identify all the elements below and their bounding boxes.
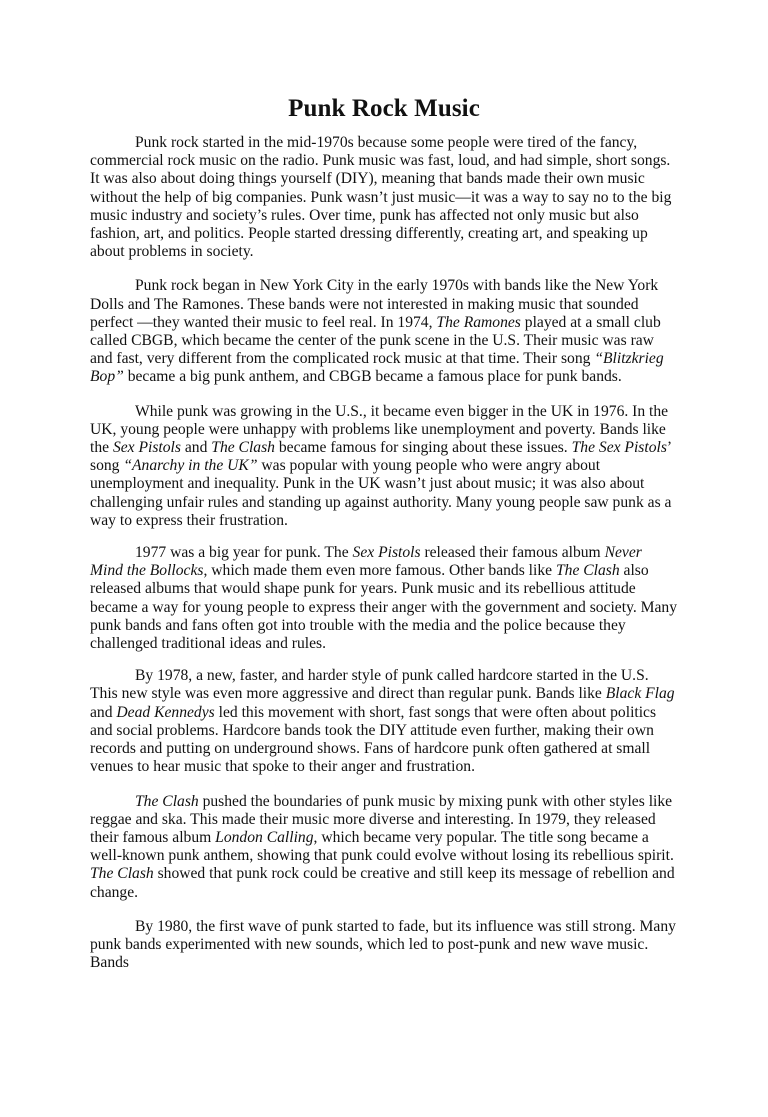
italic-text: The Clash bbox=[211, 439, 275, 457]
paragraph-text: and bbox=[90, 703, 117, 721]
paragraph-text: showed that punk rock could be creative and still keep its message of rebellion and change. bbox=[90, 865, 675, 901]
italic-text: The Sex Pistols bbox=[571, 439, 667, 457]
body-paragraph bbox=[90, 403, 678, 530]
document-body bbox=[90, 134, 678, 972]
italic-text: Black Flag bbox=[605, 685, 675, 703]
paragraph-text: , which made them even more famous. Other bands like bbox=[203, 562, 556, 580]
italic-text: Dead Kennedys bbox=[116, 703, 215, 721]
paragraph-text: By 1980, the first wave of punk started to fade, but its influence was still strong. Many punk bands experimented with new sounds, which led to post-punk and new wave music. Bands bbox=[90, 917, 676, 972]
paragraph-text: ’ song bbox=[90, 439, 671, 475]
paragraph-text: Punk rock started in the mid-1970s because some people were tired of the fancy, commercial rock music on the radio. Punk music was fast, loud, and had simple, short songs. It was also about doing things yourself (DIY), meaning that bands made their own music without the help of big companies. Punk wasn’t just music—it was a way to say no to the big music industry and society’s rules. Over time, punk has affected not only music but also fashion, art, and politics. People started dressing differently, creating art, and speaking up about problems in society. bbox=[90, 134, 672, 261]
paragraph-text: pushed the boundaries of punk music by mixing punk with other styles like reggae and ska. This made their music more diverse and interesting. In 1979, they released their famous album bbox=[90, 792, 673, 846]
italic-text: The Clash bbox=[555, 562, 620, 580]
paragraph-text: became famous for singing about these issues. bbox=[274, 439, 572, 457]
italic-text: Sex Pistols bbox=[112, 439, 181, 457]
body-paragraph bbox=[90, 544, 678, 653]
body-paragraph bbox=[90, 918, 678, 973]
italic-text: The Clash bbox=[90, 865, 154, 883]
body-paragraph bbox=[90, 134, 678, 261]
paragraph-text: led this movement with short, fast songs that were often about politics and social problems. Hardcore bands took the DIY attitude even further, making their own records and putting on underground shows. Fans of hardcore punk often gathered at small venues to hear music that spoke to their anger and frustration. bbox=[90, 703, 657, 776]
paragraph-text: was popular with young people who were angry about unemployment and inequality. Punk in the UK wasn’t just about music; it was also about challenging unfair rules and standing up against authority. Many young people saw punk as a way to express their frustration. bbox=[90, 457, 672, 529]
italic-text: The Clash bbox=[135, 792, 199, 810]
paragraph-text: released their famous album bbox=[420, 544, 605, 562]
paragraph-text: and bbox=[180, 439, 212, 457]
paragraph-text: played at a small club called CBGB, which became the center of the punk scene in the U.S. Their music was raw and fast, very different from the complicated rock music at that time. Their song bbox=[90, 313, 661, 368]
italic-text: “Anarchy in the UK” bbox=[123, 457, 258, 475]
paragraph-text: By 1978, a new, faster, and harder style of punk called hardcore started in the U.S. This new style was even more aggressive and direct than regular punk. Bands like bbox=[90, 667, 649, 703]
paragraph-text: also released albums that would shape punk for years. Punk music and its rebellious attitude became a way for young people to express their anger with the government and society. Many punk bands and fans often got into trouble with the media and the police because they challenged traditional ideas and rules. bbox=[90, 562, 678, 653]
body-paragraph bbox=[90, 277, 678, 386]
document-title: Punk Rock Music bbox=[288, 95, 480, 122]
document-page bbox=[0, 93, 768, 1117]
paragraph-text: Punk rock began in New York City in the early 1970s with bands like the New York Dolls and The Ramones. These bands were not interested in making music that sounded perfect —they wanted their music to feel real. In 1974, bbox=[90, 277, 659, 331]
body-paragraph bbox=[90, 793, 678, 902]
italic-text: The Ramones bbox=[436, 313, 521, 331]
body-paragraph bbox=[90, 667, 678, 776]
paragraph-text: While punk was growing in the U.S., it became even bigger in the UK in 1976. In the UK, young people were unhappy with problems like unemployment and poverty. Bands like the bbox=[90, 402, 669, 457]
italic-text: Sex Pistols bbox=[352, 544, 421, 562]
paragraph-text: became a big punk anthem, and CBGB became a famous place for punk bands. bbox=[123, 368, 622, 386]
paragraph-text: , which became very popular. The title song became a well-known punk anthem, showing that punk could evolve without losing its rebellious spirit. bbox=[90, 828, 674, 865]
paragraph-text: 1977 was a big year for punk. The bbox=[135, 544, 353, 562]
italic-text: “Blitzkrieg Bop” bbox=[90, 350, 664, 386]
italic-text: London Calling bbox=[215, 828, 314, 846]
italic-text: Never Mind the Bollocks bbox=[90, 544, 642, 580]
